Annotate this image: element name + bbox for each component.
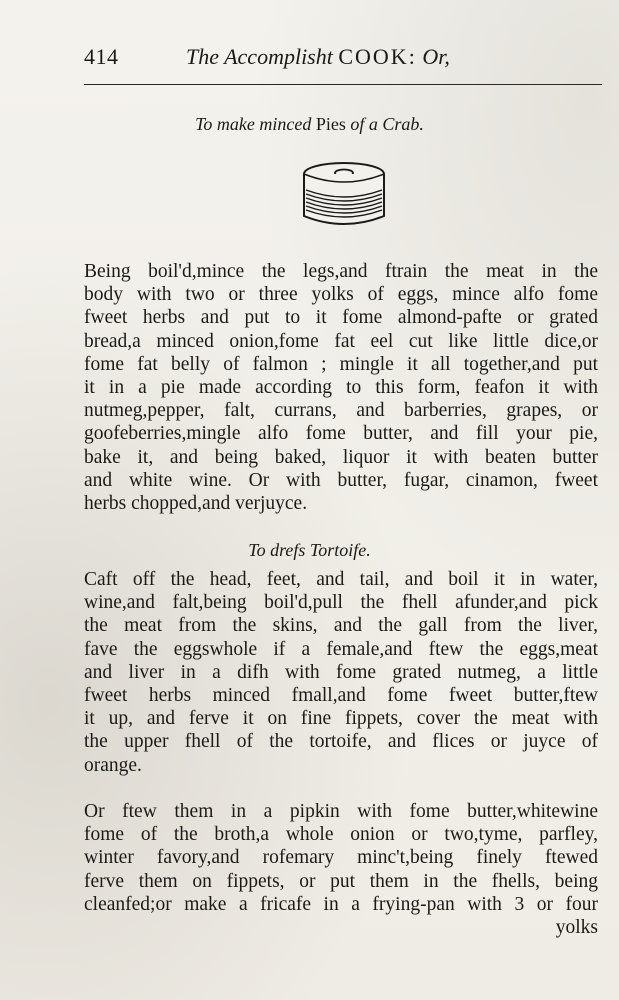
title-italic-part: To make minced [195, 114, 312, 134]
running-head-italic: The Accomplisht [186, 44, 333, 69]
round-pie-tin-icon [300, 160, 388, 232]
page-number: 414 [84, 44, 119, 69]
title-roman-part: Pies [315, 114, 346, 134]
tortoise-recipe-text [84, 568, 598, 777]
text-line: bread,a minced onion,fome fat eel cut like little dice,or [84, 330, 598, 352]
text-line: wine,and falt,being boil'd,pull the fhell afunder,and pick [84, 592, 598, 614]
tortoise-stew-variant-text [84, 800, 598, 939]
running-head-end: Or, [422, 44, 450, 69]
title-tortoise-text: To drefs Tortoife. [248, 540, 371, 560]
text-line: bake it, and being baked, liquor it with beaten butter [84, 446, 598, 468]
text-line: winter favory,and rofemary minc't,being finely ftewed [84, 847, 598, 869]
text-line: it in a pie made according to this form, feafon it with [84, 377, 598, 399]
text-line: fweet herbs and put to it fome almond-pafte or grated [84, 307, 598, 329]
catchword: yolks [555, 917, 598, 939]
text-line: and liver in a difh with fome grated nutmeg, a little [84, 661, 598, 683]
crab-pie-recipe-text [84, 260, 598, 515]
text-line: Being boil'd,mince the legs,and ftrain the meat in the [84, 261, 598, 282]
recipe-title-tortoise [0, 540, 619, 561]
text-line: fweet herbs minced fmall,and fome fweet butter,ftew [84, 685, 598, 707]
text-line: goofeberries,mingle alfo fome butter, and fill your pie, [84, 423, 598, 445]
text-line: fome of the broth,a whole onion or two,tyme, parfley, [84, 824, 598, 846]
text-line: it up, and ferve it on fine fippets, cover the meat with [84, 708, 598, 730]
text-line: body with two or three yolks of eggs, mince alfo fome [84, 284, 598, 306]
text-line: cleanfed;or make a fricafe in a frying-pan with 3 or four [84, 893, 598, 915]
text-line: fave the eggswhole if a female,and ftew the eggs,meat [84, 638, 598, 660]
text-line: herbs chopped,and verjuyce. [84, 493, 308, 515]
text-line: the meat from the skins, and the gall from the liver, [84, 615, 598, 637]
text-line: orange. [84, 754, 142, 776]
text-line: the upper fhell of the tortoife, and flices or juyce of [84, 731, 598, 753]
page-header [84, 44, 602, 85]
running-head-caps: COOK: [338, 44, 417, 69]
recipe-title-crab-pies [0, 114, 619, 135]
text-line: Caft off the head, feet, and tail, and boil it in water, [84, 569, 598, 590]
text-line: ferve them on fippets, or put them in the fhells, being [84, 870, 598, 892]
text-line: nutmeg,pepper, falt, currans, and barberries, grapes, or [84, 400, 598, 422]
text-line: and white wine. Or with butter, fugar, cinamon, fweet [84, 469, 598, 491]
title-end-part: of a Crab. [350, 114, 424, 134]
text-line: Or ftew them in a pipkin with fome butter,whitewine [84, 801, 598, 822]
text-line: fome fat belly of falmon ; mingle it all together,and put [84, 353, 598, 375]
running-head [186, 44, 450, 70]
